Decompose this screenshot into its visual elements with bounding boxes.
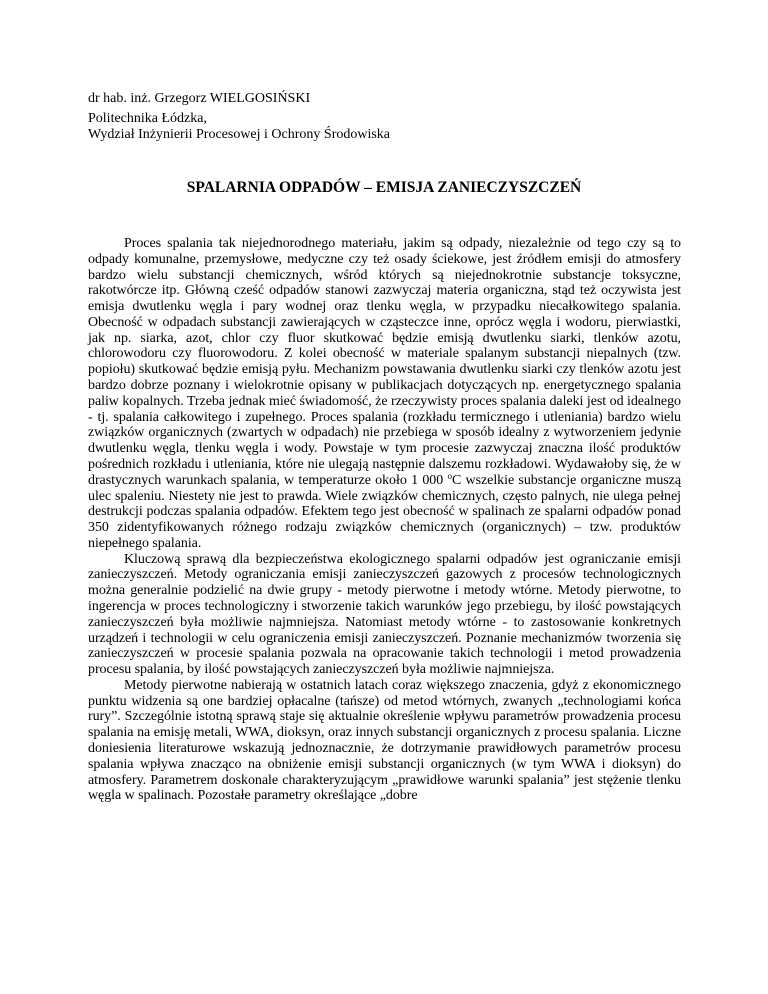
affiliation-faculty: Wydział Inżynierii Procesowej i Ochrony Środowiska [88, 127, 391, 142]
paragraph-1-part-a: Proces spalania tak niejednorodnego materiału, jakim są odpady, niezależnie od tego czy są to odpady komunalne, przemysłowe, medyczne czy też osady ściekowe, jest źródłem emisji do atmosfery bardzo wielu substancji chemicznych, wśród których są niejednokrotnie substancje toksyczne, rakotwórcze itp. Główną cześć odpadów stanowi zazwyczaj materia organiczna, stąd też oczywista jest emisja dwutlenku węgla i pary wodnej oraz tlenku węgla, w przypadku niecałkowitego spalania. Obecność w odpadach substancji zawierających w cząsteczce inne, oprócz węgla i wodoru, pierwiastki, jak np. siarka, azot, chlor czy fluor skutkować będzie emisją dwutlenku siarki, tlenków azotu, chlorowodoru czy fluorowodoru. Z kolei obecność w materiale spalanym substancji niepalnych (tzw. popiołu) skutkować będzie emisją pyłu. Mechanizm powstawania dwutlenku siarki czy tlenków azotu jest bardzo dobrze poznany i wielokrotnie opisany w publikacjach dotyczących np. energetycznego spalania paliw kopalnych. Trzeba jednak mieć świadomość, że rzeczywisty proces spalania daleki jest od idealnego - tj. spalania całkowitego i zupełnego. Proces spalania (rozkładu termicznego i utleniania) bardzo wielu związków organicznych (zwartych w odpadach) nie przebiega w sposób idealny z wytworzeniem jedynie dwutlenku węgla, tlenku węgla i wody. Powstaje w tym procesie zazwyczaj znaczna ilość produktów pośrednich rozkładu i utleniania, które nie ulegają następnie dalszemu rozkładowi. Wydawałoby się, że w drastycznych warunkach spalania, w temperaturze około 1 000 [88, 236, 681, 488]
author-line: dr hab. inż. Grzegorz WIELGOSIŃSKI [88, 91, 311, 106]
document-title: SPALARNIA ODPADÓW – EMISJA ZANIECZYSZCZEŃ [186, 179, 582, 196]
paragraph-1 [88, 236, 681, 552]
degree-superscript: o [447, 470, 452, 481]
affiliation-block [88, 111, 390, 143]
body-text [88, 236, 681, 804]
paragraph-1-part-b: C wszelkie substancje organiczne muszą ulec spaleniu. Niestety nie jest to prawda. Wiele związków chemicznych, często palnych, nie ulega pełnej destrukcji podczas spalania odpadów. Efektem tego jest obecność w spalinach ze spalarni odpadów ponad 350 zidentyfikowanych różnego rodzaju związków chemicznych (organicznych) – tzw. produktów niepełnego spalania. [88, 472, 681, 551]
affiliation-university: Politechnika Łódzka, [88, 111, 207, 126]
paragraph-3: Metody pierwotne nabierają w ostatnich latach coraz większego znaczenia, gdyż z ekonomicznego punktu widzenia są one bardziej opłacalne (tańsze) od metod wtórnych, zwanych „technologiami końca rury”. Szczególnie istotną sprawą staje się aktualnie określenie wpływu parametrów prowadzenia procesu spalania na emisję metali, WWA, dioksyn, oraz innych substancji organicznych z procesu spalania. Liczne doniesienia literaturowe wskazują jednoznacznie, że dotrzymanie prawidłowych parametrów procesu spalania wpływa znacząco na obniżenie emisji substancji organicznych (w tym WWA i dioksyn) do atmosfery. Parametrem doskonale charakteryzującym „prawidłowe warunki spalania” jest stężenie tlenku węgla w spalinach. Pozostałe parametry określające „dobre [88, 677, 681, 804]
paragraph-2: Kluczową sprawą dla bezpieczeństwa ekologicznego spalarni odpadów jest ograniczanie emisji zanieczyszczeń. Metody ograniczania emisji zanieczyszczeń gazowych z procesów technologicznych można generalnie podzielić na dwie grupy - metody pierwotne i metody wtórne. Metody pierwotne, to ingerencja w proces technologiczny i stworzenie takich warunków jego przebiegu, by ilość powstających zanieczyszczeń była możliwie najmniejsza. Natomiast metody wtórne - to zastosowanie konkretnych urządzeń i technologii w celu ograniczenia emisji zanieczyszczeń. Poznanie mechanizmów tworzenia się zanieczyszczeń w procesie spalania pozwala na opracowanie takich technologii i metod prowadzenia procesu spalania, by ilość powstających zanieczyszczeń była możliwie najmniejsza. [88, 551, 681, 678]
